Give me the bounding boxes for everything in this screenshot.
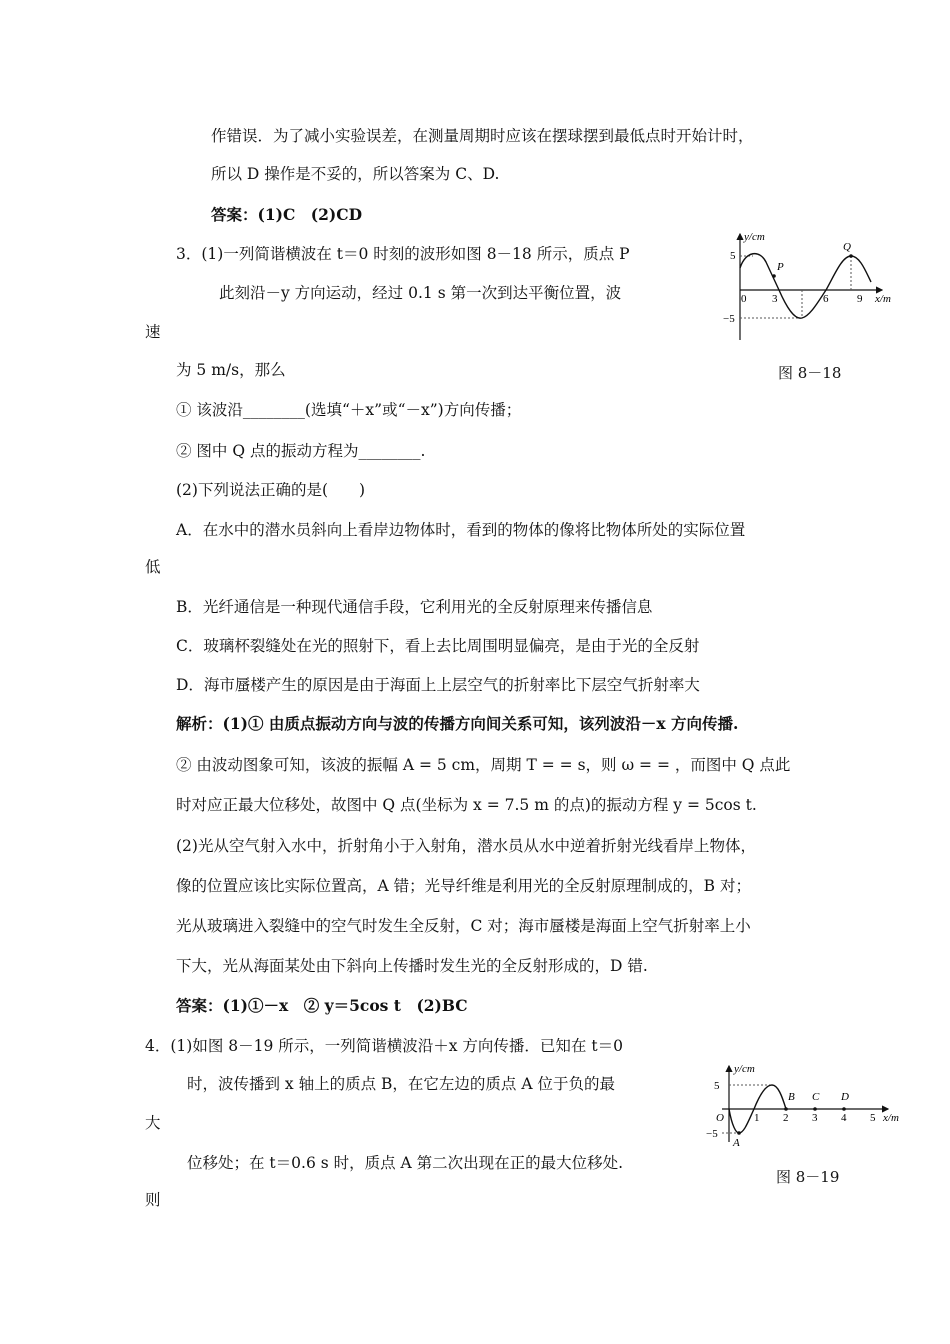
wave-figure-8-19 xyxy=(702,1060,912,1150)
text-line: 低 xyxy=(145,558,161,576)
x-axis-label: x/m xyxy=(883,1112,899,1124)
text-line: 大 xyxy=(145,1114,161,1132)
tick-x-4: 4 xyxy=(841,1112,847,1124)
question-4-line: 4．(1)如图 8－19 所示，一列简谐横波沿＋x 方向传播．已知在 t＝0 xyxy=(145,1037,623,1055)
text-line: ② 由波动图象可知，该波的振幅 A = 5 cm，周期 T = = s，则 ω = = ，而图中 Q 点此 xyxy=(176,756,791,774)
option-d: D．海市蜃楼产生的原因是由于海面上上层空气的折射率比下层空气折射率大 xyxy=(176,676,700,694)
tick-x-0: 0 xyxy=(741,293,747,305)
text-line: ① 该波沿________(选填“＋x”或“－x”)方向传播； xyxy=(176,401,522,419)
y-axis-label: y/cm xyxy=(744,231,765,243)
text-line: 时对应正最大位移处，故图中 Q 点(坐标为 x = 7.5 m 的点)的振动方程 y = 5cos t. xyxy=(176,796,757,814)
text-line: 此刻沿－y 方向运动，经过 0.1 s 第一次到达平衡位置，波 xyxy=(219,284,622,302)
text-line: 所以 D 操作是不妥的，所以答案为 C、D. xyxy=(211,165,500,183)
tick-x-9: 9 xyxy=(857,293,863,305)
point-p-label: P xyxy=(777,261,784,273)
text-line: 位移处；在 t＝0.6 s 时，质点 A 第二次出现在正的最大位移处. xyxy=(187,1154,624,1172)
point-b-marker xyxy=(784,1107,788,1111)
answer-line: 答案：(1)C (2)CD xyxy=(211,205,363,224)
answer-line: 答案：(1)①－x ② y＝5cos t (2)BC xyxy=(176,996,468,1015)
question-3-line: 3．(1)一列简谐横波在 t＝0 时刻的波形如图 8－18 所示，质点 P xyxy=(176,245,630,263)
point-q-marker xyxy=(849,254,853,258)
tick-x-1: 1 xyxy=(754,1112,760,1124)
origin-label: O xyxy=(716,1112,724,1124)
option-a: A．在水中的潜水员斜向上看岸边物体时，看到的物体的像将比物体所处的实际位置 xyxy=(176,521,746,539)
analysis-line: 解析：(1)① 由质点振动方向与波的传播方向间关系可知，该列波沿－x 方向传播. xyxy=(176,714,739,733)
point-b-label: B xyxy=(788,1091,795,1103)
point-c-marker xyxy=(813,1107,817,1111)
point-c-label: C xyxy=(812,1091,820,1103)
text-line: ② 图中 Q 点的振动方程为________. xyxy=(176,442,426,460)
text-line: 速 xyxy=(145,323,161,341)
text-line: 光从玻璃进入裂缝中的空气时发生全反射，C 对；海市蜃楼是海面上空气折射率上小 xyxy=(176,917,751,935)
tick-x-6: 6 xyxy=(823,293,829,305)
option-c: C．玻璃杯裂缝处在光的照射下，看上去比周围明显偏亮，是由于光的全反射 xyxy=(176,637,700,655)
tick-y-neg5: −5 xyxy=(706,1128,718,1140)
tick-y-neg5: −5 xyxy=(723,313,735,325)
tick-y-5: 5 xyxy=(730,250,736,262)
y-axis-label: y/cm xyxy=(734,1063,755,1075)
tick-x-2: 2 xyxy=(783,1112,789,1124)
text-line: 则 xyxy=(145,1191,161,1209)
text-line: 下大，光从海面某处由下斜向上传播时发生光的全反射形成的，D 错. xyxy=(176,957,648,975)
text-line: 时，波传播到 x 轴上的质点 B，在它左边的质点 A 位于负的最 xyxy=(187,1075,615,1093)
tick-x-5: 5 xyxy=(870,1112,876,1124)
text-line: (2)光从空气射入水中，折射角小于入射角，潜水员从水中逆着折射光线看岸上物体， xyxy=(176,837,756,855)
figure-caption: 图 8－18 xyxy=(778,364,842,382)
point-d-marker xyxy=(842,1107,846,1111)
tick-x-3: 3 xyxy=(812,1112,818,1124)
text-line: (2)下列说法正确的是( ) xyxy=(176,481,366,499)
option-b: B．光纤通信是一种现代通信手段，它利用光的全反射原理来传播信息 xyxy=(176,598,653,616)
tick-y-5: 5 xyxy=(714,1080,720,1092)
text-line: 像的位置应该比实际位置高，A 错；光导纤维是利用光的全反射原理制成的，B 对； xyxy=(176,877,751,895)
point-a-marker xyxy=(737,1131,741,1135)
point-d-label: D xyxy=(841,1091,849,1103)
wave-figure-8-18 xyxy=(722,228,902,348)
point-a-label: A xyxy=(733,1137,740,1149)
point-q-label: Q xyxy=(843,241,851,253)
tick-x-3: 3 xyxy=(772,293,778,305)
text-line: 为 5 m/s，那么 xyxy=(176,361,286,379)
point-p-marker xyxy=(772,274,776,278)
x-axis-label: x/m xyxy=(875,293,891,305)
figure-caption: 图 8－19 xyxy=(776,1168,840,1186)
text-line: 作错误．为了减小实验误差，在测量周期时应该在摆球摆到最低点时开始计时， xyxy=(211,127,754,145)
